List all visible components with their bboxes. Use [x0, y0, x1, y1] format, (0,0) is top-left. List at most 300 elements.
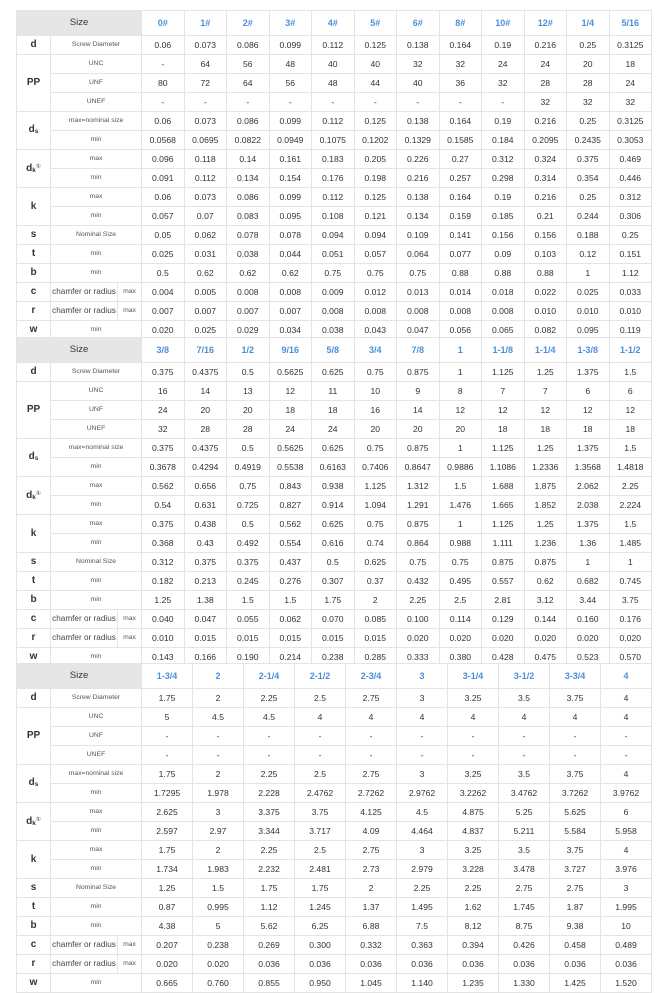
value-cell: 4	[550, 708, 601, 727]
row-label: min	[51, 207, 142, 226]
value-cell: 1.75	[142, 765, 193, 784]
symbol-letter: c	[30, 939, 37, 950]
value-cell: 1.485	[609, 534, 652, 553]
value-cell: 0.036	[601, 955, 652, 974]
value-cell: 0.5	[142, 264, 185, 283]
value-cell: 48	[269, 55, 312, 74]
value-cell: 5	[193, 917, 244, 936]
value-cell: 3.228	[448, 860, 499, 879]
value-cell: 0.010	[142, 629, 185, 648]
value-cell: 0.025	[142, 245, 185, 264]
value-cell: 0.020	[193, 955, 244, 974]
value-cell: 0.489	[601, 936, 652, 955]
size-column-header: 4	[601, 664, 652, 689]
symbol-cell	[17, 936, 51, 955]
value-cell: 0.012	[354, 283, 397, 302]
value-cell: 0.213	[184, 572, 227, 591]
size-column-header: 2	[193, 664, 244, 689]
value-cell: 1.5	[269, 591, 312, 610]
value-cell: -	[550, 746, 601, 765]
value-cell: 0.055	[227, 610, 270, 629]
table-row	[17, 879, 652, 898]
value-cell: -	[312, 93, 355, 112]
value-cell: 64	[227, 74, 270, 93]
value-cell: 1.5	[227, 591, 270, 610]
value-cell: 3	[397, 689, 448, 708]
value-cell: 0.492	[227, 534, 270, 553]
value-cell: 3.75	[550, 689, 601, 708]
value-cell: -	[482, 93, 525, 112]
value-cell: 0.5	[227, 363, 270, 382]
value-cell: 0.164	[439, 188, 482, 207]
symbol-letter: d	[30, 39, 37, 50]
value-cell: 0.5625	[269, 439, 312, 458]
size-column-header: 0#	[142, 11, 185, 36]
row-label: UNC	[51, 55, 142, 74]
value-cell: 0.029	[227, 321, 270, 340]
value-cell: 4	[601, 689, 652, 708]
value-cell: 0.245	[227, 572, 270, 591]
value-cell: 32	[482, 74, 525, 93]
value-cell: 18	[567, 420, 610, 439]
value-cell: 32	[439, 55, 482, 74]
value-cell: 5.25	[499, 803, 550, 822]
value-cell: 0.036	[346, 955, 397, 974]
size-column-header: 3#	[269, 11, 312, 36]
symbol-letter: d	[28, 776, 35, 788]
value-cell: 0.5	[312, 553, 355, 572]
value-cell: 0.020	[524, 629, 567, 648]
value-cell: 1.25	[524, 439, 567, 458]
size-column-header: 8#	[439, 11, 482, 36]
value-cell: 1.5	[193, 879, 244, 898]
value-cell: 0.09	[482, 245, 525, 264]
value-cell: 1.38	[184, 591, 227, 610]
size-column-header: 1-3/4	[142, 664, 193, 689]
value-cell: 0.099	[269, 112, 312, 131]
row-label: min	[51, 131, 142, 150]
row-label: max	[51, 803, 142, 822]
row-label: min	[51, 974, 142, 993]
table-row	[17, 496, 652, 515]
value-cell: 0.138	[397, 36, 440, 55]
value-cell: 4	[601, 708, 652, 727]
row-label: chamfer or radius	[51, 955, 118, 974]
value-cell: 1	[439, 439, 482, 458]
symbol-letter: w	[29, 324, 38, 335]
value-cell: 5.958	[601, 822, 652, 841]
size-column-header: 1/2	[227, 338, 270, 363]
value-cell: 0.238	[312, 648, 355, 667]
value-cell: 2.224	[609, 496, 652, 515]
value-cell: 0.038	[227, 245, 270, 264]
value-cell: 2.4762	[295, 784, 346, 803]
value-cell: 1.25	[524, 515, 567, 534]
symbol-letter: s	[30, 556, 37, 567]
value-cell: 0.010	[609, 302, 652, 321]
value-cell: 0.154	[269, 169, 312, 188]
table-row	[17, 283, 652, 302]
symbol-cell	[17, 150, 51, 188]
symbol-cell	[17, 879, 51, 898]
row-label: Nominal Size	[51, 226, 142, 245]
value-cell: 2.25	[397, 879, 448, 898]
value-cell: 32	[567, 93, 610, 112]
table-row	[17, 534, 652, 553]
value-cell: 0.312	[482, 150, 525, 169]
value-cell: 0.827	[269, 496, 312, 515]
value-cell: 0.21	[524, 207, 567, 226]
value-cell: 0.057	[354, 245, 397, 264]
table-row	[17, 629, 652, 648]
table-row	[17, 610, 652, 629]
value-cell: -	[397, 727, 448, 746]
value-cell: 0.37	[354, 572, 397, 591]
value-cell: 0.2435	[567, 131, 610, 150]
value-cell: 1.75	[244, 879, 295, 898]
size-column-header: 9/16	[269, 338, 312, 363]
value-cell: 11	[312, 382, 355, 401]
value-cell: 0.014	[439, 283, 482, 302]
value-cell: -	[397, 746, 448, 765]
value-cell: 6	[601, 803, 652, 822]
value-cell: 2.25	[244, 765, 295, 784]
value-cell: 9	[397, 382, 440, 401]
value-cell: 0.010	[524, 302, 567, 321]
symbol-letter: w	[29, 977, 38, 988]
row-label: min	[51, 860, 142, 879]
symbol-letter: b	[30, 267, 37, 278]
value-cell: 0.495	[439, 572, 482, 591]
symbol-cell	[17, 245, 51, 264]
row-label: min	[51, 784, 142, 803]
size-column-header: 7/8	[397, 338, 440, 363]
value-cell: 0.625	[312, 363, 355, 382]
value-cell: 8.75	[499, 917, 550, 936]
value-cell: 0.064	[397, 245, 440, 264]
footnote-marker: ①	[35, 816, 41, 823]
table-row	[17, 245, 652, 264]
table-row	[17, 591, 652, 610]
size-column-header: 7/16	[184, 338, 227, 363]
table-row	[17, 382, 652, 401]
value-cell: 0.4375	[184, 363, 227, 382]
value-cell: 0.6163	[312, 458, 355, 477]
value-cell: 1.5	[609, 515, 652, 534]
value-cell: -	[142, 727, 193, 746]
value-cell: 3.727	[550, 860, 601, 879]
header-row	[17, 338, 652, 363]
value-cell: 1.734	[142, 860, 193, 879]
value-cell: 4.875	[448, 803, 499, 822]
size-column-header: 12#	[524, 11, 567, 36]
value-cell: 0.380	[439, 648, 482, 667]
value-cell: 0.950	[295, 974, 346, 993]
value-cell: 0.375	[142, 515, 185, 534]
value-cell: 3.976	[601, 860, 652, 879]
value-cell: 1.875	[524, 477, 567, 496]
row-label: min	[51, 572, 142, 591]
value-cell: 12	[482, 401, 525, 420]
value-cell: 0.625	[312, 515, 355, 534]
value-cell: 0.099	[269, 188, 312, 207]
footnote-marker: ①	[35, 490, 41, 497]
value-cell: -	[601, 727, 652, 746]
value-cell: 48	[312, 74, 355, 93]
value-cell: 56	[269, 74, 312, 93]
value-cell: 0.009	[312, 283, 355, 302]
value-cell: 0.159	[439, 207, 482, 226]
value-cell: 16	[142, 382, 185, 401]
value-cell: 0.015	[312, 629, 355, 648]
value-cell: 1.125	[482, 439, 525, 458]
value-cell: 0.631	[184, 496, 227, 515]
value-cell: 0.269	[244, 936, 295, 955]
value-cell: 0.9886	[439, 458, 482, 477]
value-cell: 0.88	[439, 264, 482, 283]
value-cell: 0.119	[609, 321, 652, 340]
value-cell: 6.25	[295, 917, 346, 936]
size-column-header: 3	[397, 664, 448, 689]
value-cell: 0.015	[184, 629, 227, 648]
value-cell: 0.75	[354, 515, 397, 534]
value-cell: 1.236	[524, 534, 567, 553]
value-cell: 1.4818	[609, 458, 652, 477]
spec-table-1	[16, 10, 652, 340]
symbol-cell	[17, 226, 51, 245]
value-cell: -	[397, 93, 440, 112]
value-cell: 0.114	[439, 610, 482, 629]
table-row	[17, 207, 652, 226]
value-cell: 0.616	[312, 534, 355, 553]
table-row	[17, 264, 652, 283]
value-cell: 0.25	[609, 226, 652, 245]
value-cell: 0.446	[609, 169, 652, 188]
value-cell: 0.176	[609, 610, 652, 629]
value-cell: 2	[193, 841, 244, 860]
symbol-cell	[17, 264, 51, 283]
row-unit: max	[118, 610, 142, 629]
symbol-cell	[17, 283, 51, 302]
value-cell: 0.1075	[312, 131, 355, 150]
symbol-letter: d	[30, 692, 37, 703]
value-cell: 8.12	[448, 917, 499, 936]
symbol-letter: k	[30, 527, 37, 539]
value-cell: 3.75	[550, 841, 601, 860]
value-cell: 0.008	[227, 283, 270, 302]
value-cell: 5	[142, 708, 193, 727]
value-cell: 44	[354, 74, 397, 93]
value-cell: 0.06	[142, 36, 185, 55]
value-cell: 0.070	[312, 610, 355, 629]
value-cell: 0.87	[142, 898, 193, 917]
value-cell: 0.085	[354, 610, 397, 629]
value-cell: 0.54	[142, 496, 185, 515]
symbol-letter: d	[26, 815, 33, 827]
table-row	[17, 302, 652, 321]
value-cell: 3.2262	[448, 784, 499, 803]
value-cell: -	[354, 93, 397, 112]
symbol-cell	[17, 955, 51, 974]
value-cell: 2.75	[346, 841, 397, 860]
value-cell: 4.5	[244, 708, 295, 727]
value-cell: 1.665	[482, 496, 525, 515]
value-cell: 0.007	[184, 302, 227, 321]
size-column-header: 3-3/4	[550, 664, 601, 689]
value-cell: 0.875	[482, 553, 525, 572]
value-cell: 3.9762	[601, 784, 652, 803]
value-cell: 3.478	[499, 860, 550, 879]
value-cell: 18	[312, 401, 355, 420]
value-cell: 0.62	[524, 572, 567, 591]
value-cell: -	[295, 746, 346, 765]
row-label: Screw Diameter	[51, 363, 142, 382]
value-cell: 18	[609, 55, 652, 74]
symbol-cell	[17, 112, 51, 150]
value-cell: 0.665	[142, 974, 193, 993]
value-cell: 1.330	[499, 974, 550, 993]
value-cell: 3.25	[448, 689, 499, 708]
value-cell: 3.5	[499, 765, 550, 784]
value-cell: 0.1202	[354, 131, 397, 150]
value-cell: 4.837	[448, 822, 499, 841]
value-cell: -	[448, 746, 499, 765]
value-cell: 0.176	[312, 169, 355, 188]
value-cell: -	[448, 727, 499, 746]
table-row	[17, 708, 652, 727]
value-cell: 1.983	[193, 860, 244, 879]
value-cell: 1.12	[609, 264, 652, 283]
value-cell: 0.75	[354, 363, 397, 382]
spec-table-2	[16, 337, 652, 667]
value-cell: 0.300	[295, 936, 346, 955]
value-cell: 0.3053	[609, 131, 652, 150]
value-cell: 32	[142, 420, 185, 439]
value-cell: 0.557	[482, 572, 525, 591]
size-column-header: 1-1/2	[609, 338, 652, 363]
value-cell: 0.62	[184, 264, 227, 283]
value-cell: 0.375	[142, 439, 185, 458]
value-cell: 18	[609, 420, 652, 439]
value-cell: 2	[193, 689, 244, 708]
value-cell: 0.138	[397, 112, 440, 131]
value-cell: 0.018	[482, 283, 525, 302]
value-cell: 4.38	[142, 917, 193, 936]
value-cell: 0.025	[567, 283, 610, 302]
value-cell: 0.368	[142, 534, 185, 553]
value-cell: 20	[439, 420, 482, 439]
value-cell: 0.025	[184, 321, 227, 340]
table-row	[17, 936, 652, 955]
value-cell: 0.036	[244, 955, 295, 974]
value-cell: 3	[193, 803, 244, 822]
value-cell: 0.036	[550, 955, 601, 974]
value-cell: -	[193, 746, 244, 765]
symbol-letter: k	[30, 200, 37, 212]
size-header: Size	[17, 11, 142, 36]
value-cell: 0.062	[184, 226, 227, 245]
row-label: max=nominal size	[51, 765, 142, 784]
value-cell: 0.19	[482, 112, 525, 131]
value-cell: 0.188	[567, 226, 610, 245]
value-cell: 0.216	[524, 112, 567, 131]
value-cell: 5.62	[244, 917, 295, 936]
symbol-subscript: k	[32, 819, 36, 827]
row-label: min	[51, 898, 142, 917]
value-cell: 40	[354, 55, 397, 74]
table-row	[17, 226, 652, 245]
value-cell: 0.554	[269, 534, 312, 553]
value-cell: 0.015	[269, 629, 312, 648]
value-cell: 0.475	[524, 648, 567, 667]
value-cell: 1.125	[482, 515, 525, 534]
value-cell: -	[499, 746, 550, 765]
value-cell: 1.520	[601, 974, 652, 993]
value-cell: 7	[482, 382, 525, 401]
value-cell: 0.523	[567, 648, 610, 667]
table-row	[17, 112, 652, 131]
size-column-header: 2-1/4	[244, 664, 295, 689]
value-cell: 3	[601, 879, 652, 898]
value-cell: 0.008	[354, 302, 397, 321]
row-label: UNF	[51, 401, 142, 420]
value-cell: 1.1086	[482, 458, 525, 477]
value-cell: -	[439, 93, 482, 112]
value-cell: 1.37	[346, 898, 397, 917]
value-cell: 0.394	[448, 936, 499, 955]
value-cell: 3.75	[609, 591, 652, 610]
value-cell: 0.27	[439, 150, 482, 169]
row-label: Screw Diameter	[51, 689, 142, 708]
value-cell: 0.184	[482, 131, 525, 150]
size-header: Size	[17, 338, 142, 363]
table-row	[17, 803, 652, 822]
value-cell: 12	[524, 401, 567, 420]
value-cell: 1.111	[482, 534, 525, 553]
value-cell: 1	[567, 264, 610, 283]
value-cell: 0.214	[269, 648, 312, 667]
size-column-header: 1#	[184, 11, 227, 36]
row-label: chamfer or radius	[51, 302, 118, 321]
value-cell: 4.5	[193, 708, 244, 727]
value-cell: 24	[269, 420, 312, 439]
value-cell: 0.166	[184, 648, 227, 667]
value-cell: 1.425	[550, 974, 601, 993]
symbol-subscript: k	[32, 166, 36, 174]
value-cell: 0.020	[397, 629, 440, 648]
value-cell: 0.75	[397, 553, 440, 572]
value-cell: 0.938	[312, 477, 355, 496]
table-row	[17, 784, 652, 803]
value-cell: 0.333	[397, 648, 440, 667]
value-cell: 24	[312, 420, 355, 439]
value-cell: 1.5	[439, 477, 482, 496]
value-cell: 1.12	[244, 898, 295, 917]
value-cell: 4	[295, 708, 346, 727]
table-row	[17, 746, 652, 765]
symbol-letter: c	[30, 613, 37, 624]
row-label: UNEF	[51, 93, 142, 112]
table-row	[17, 727, 652, 746]
row-label: chamfer or radius	[51, 283, 118, 302]
value-cell: 6	[609, 382, 652, 401]
value-cell: 12	[269, 382, 312, 401]
value-cell: 72	[184, 74, 227, 93]
value-cell: 0.5625	[269, 363, 312, 382]
row-label: chamfer or radius	[51, 610, 118, 629]
symbol-letter: k	[30, 853, 37, 865]
value-cell: 20	[184, 401, 227, 420]
